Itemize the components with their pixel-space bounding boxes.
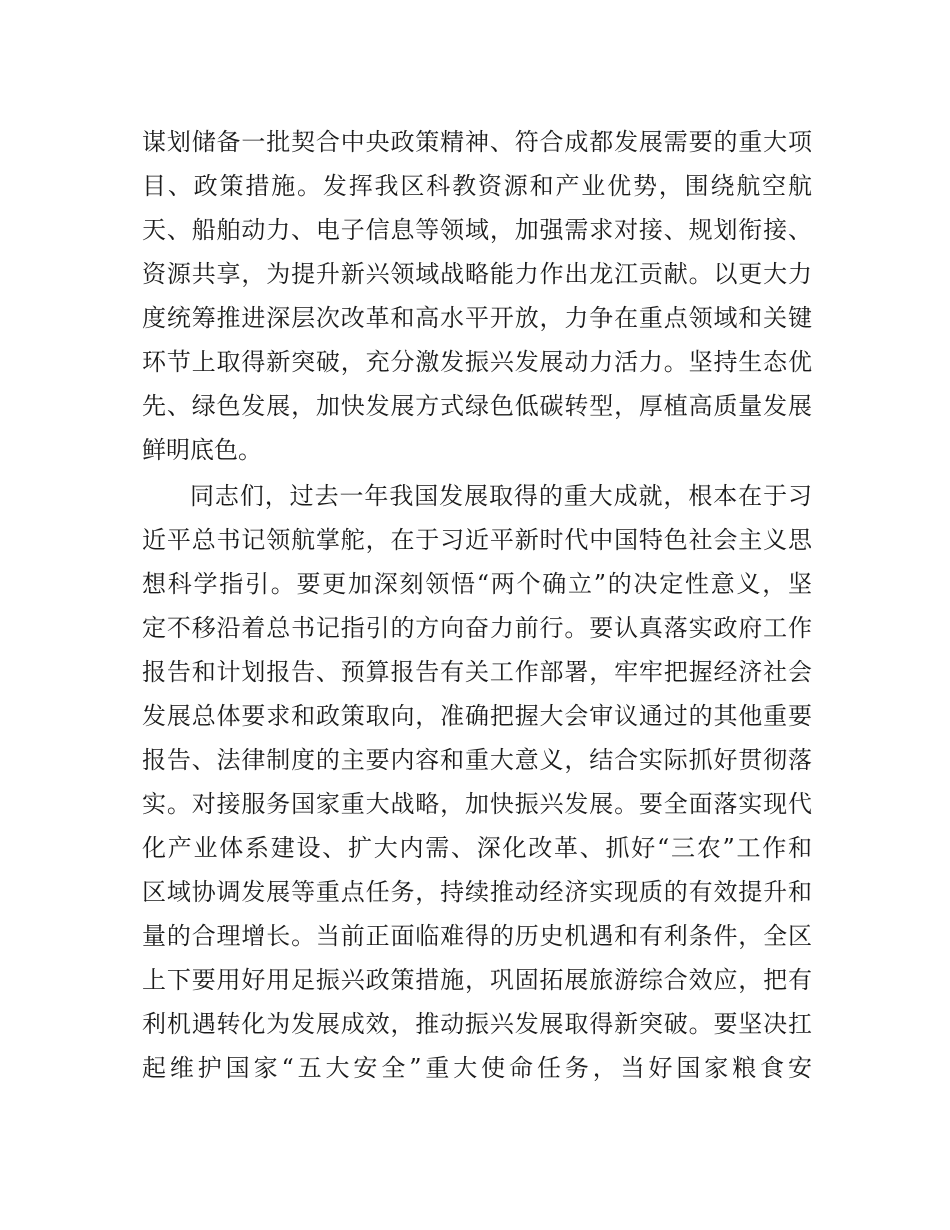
paragraph-line: 区域协调发展等重点任务，持续推动经济实现质的有效提升和 bbox=[142, 878, 812, 906]
paragraph-line: 起维护国家“五大安全”重大使命任务，当好国家粮食安 bbox=[142, 1054, 812, 1082]
paragraph-line: 报告、法律制度的主要内容和重大意义，结合实际抓好贯彻落 bbox=[142, 746, 812, 774]
paragraph-line: 报告和计划报告、预算报告有关工作部署，牢牢把握经济社会 bbox=[142, 658, 812, 686]
paragraph-line: 定不移沿着总书记指引的方向奋力前行。要认真落实政府工作 bbox=[142, 614, 812, 642]
paragraph-line: 目、政策措施。发挥我区科教资源和产业优势，围绕航空航 bbox=[142, 172, 812, 200]
paragraph-line: 资源共享，为提升新兴领域战略能力作出龙江贡献。以更大力 bbox=[142, 260, 812, 288]
paragraph-2 bbox=[142, 474, 812, 1090]
paragraph-line: 同志们，过去一年我国发展取得的重大成就，根本在于习 bbox=[190, 482, 812, 510]
paragraph-line: 量的合理增长。当前正面临难得的历史机遇和有利条件，全区 bbox=[142, 922, 812, 950]
paragraph-line: 利机遇转化为发展成效，推动振兴发展取得新突破。要坚决扛 bbox=[142, 1010, 812, 1038]
paragraph-line: 鲜明底色。 bbox=[142, 436, 262, 464]
paragraph-line: 上下要用好用足振兴政策措施，巩固拓展旅游综合效应，把有 bbox=[142, 966, 812, 994]
paragraph-line: 实。对接服务国家重大战略，加快振兴发展。要全面落实现代 bbox=[142, 790, 812, 818]
paragraph-line: 谋划储备一批契合中央政策精神、符合成都发展需要的重大项 bbox=[142, 128, 812, 156]
paragraph-line: 想科学指引。要更加深刻领悟“两个确立”的决定性意义，坚 bbox=[142, 570, 812, 598]
paragraph-line: 先、绿色发展，加快发展方式绿色低碳转型，厚植高质量发展 bbox=[142, 392, 812, 420]
paragraph-line: 天、船舶动力、电子信息等领域，加强需求对接、规划衔接、 bbox=[142, 216, 812, 244]
paragraph-line: 环节上取得新突破，充分激发振兴发展动力活力。坚持生态优 bbox=[142, 348, 812, 376]
paragraph-line: 化产业体系建设、扩大内需、深化改革、抓好“三农”工作和 bbox=[142, 834, 812, 862]
paragraph-line: 度统筹推进深层次改革和高水平开放，力争在重点领域和关键 bbox=[142, 304, 812, 332]
paragraph-line: 近平总书记领航掌舵，在于习近平新时代中国特色社会主义思 bbox=[142, 526, 812, 554]
paragraph-1 bbox=[142, 120, 812, 472]
paragraph-line: 发展总体要求和政策取向，准确把握大会审议通过的其他重要 bbox=[142, 702, 812, 730]
